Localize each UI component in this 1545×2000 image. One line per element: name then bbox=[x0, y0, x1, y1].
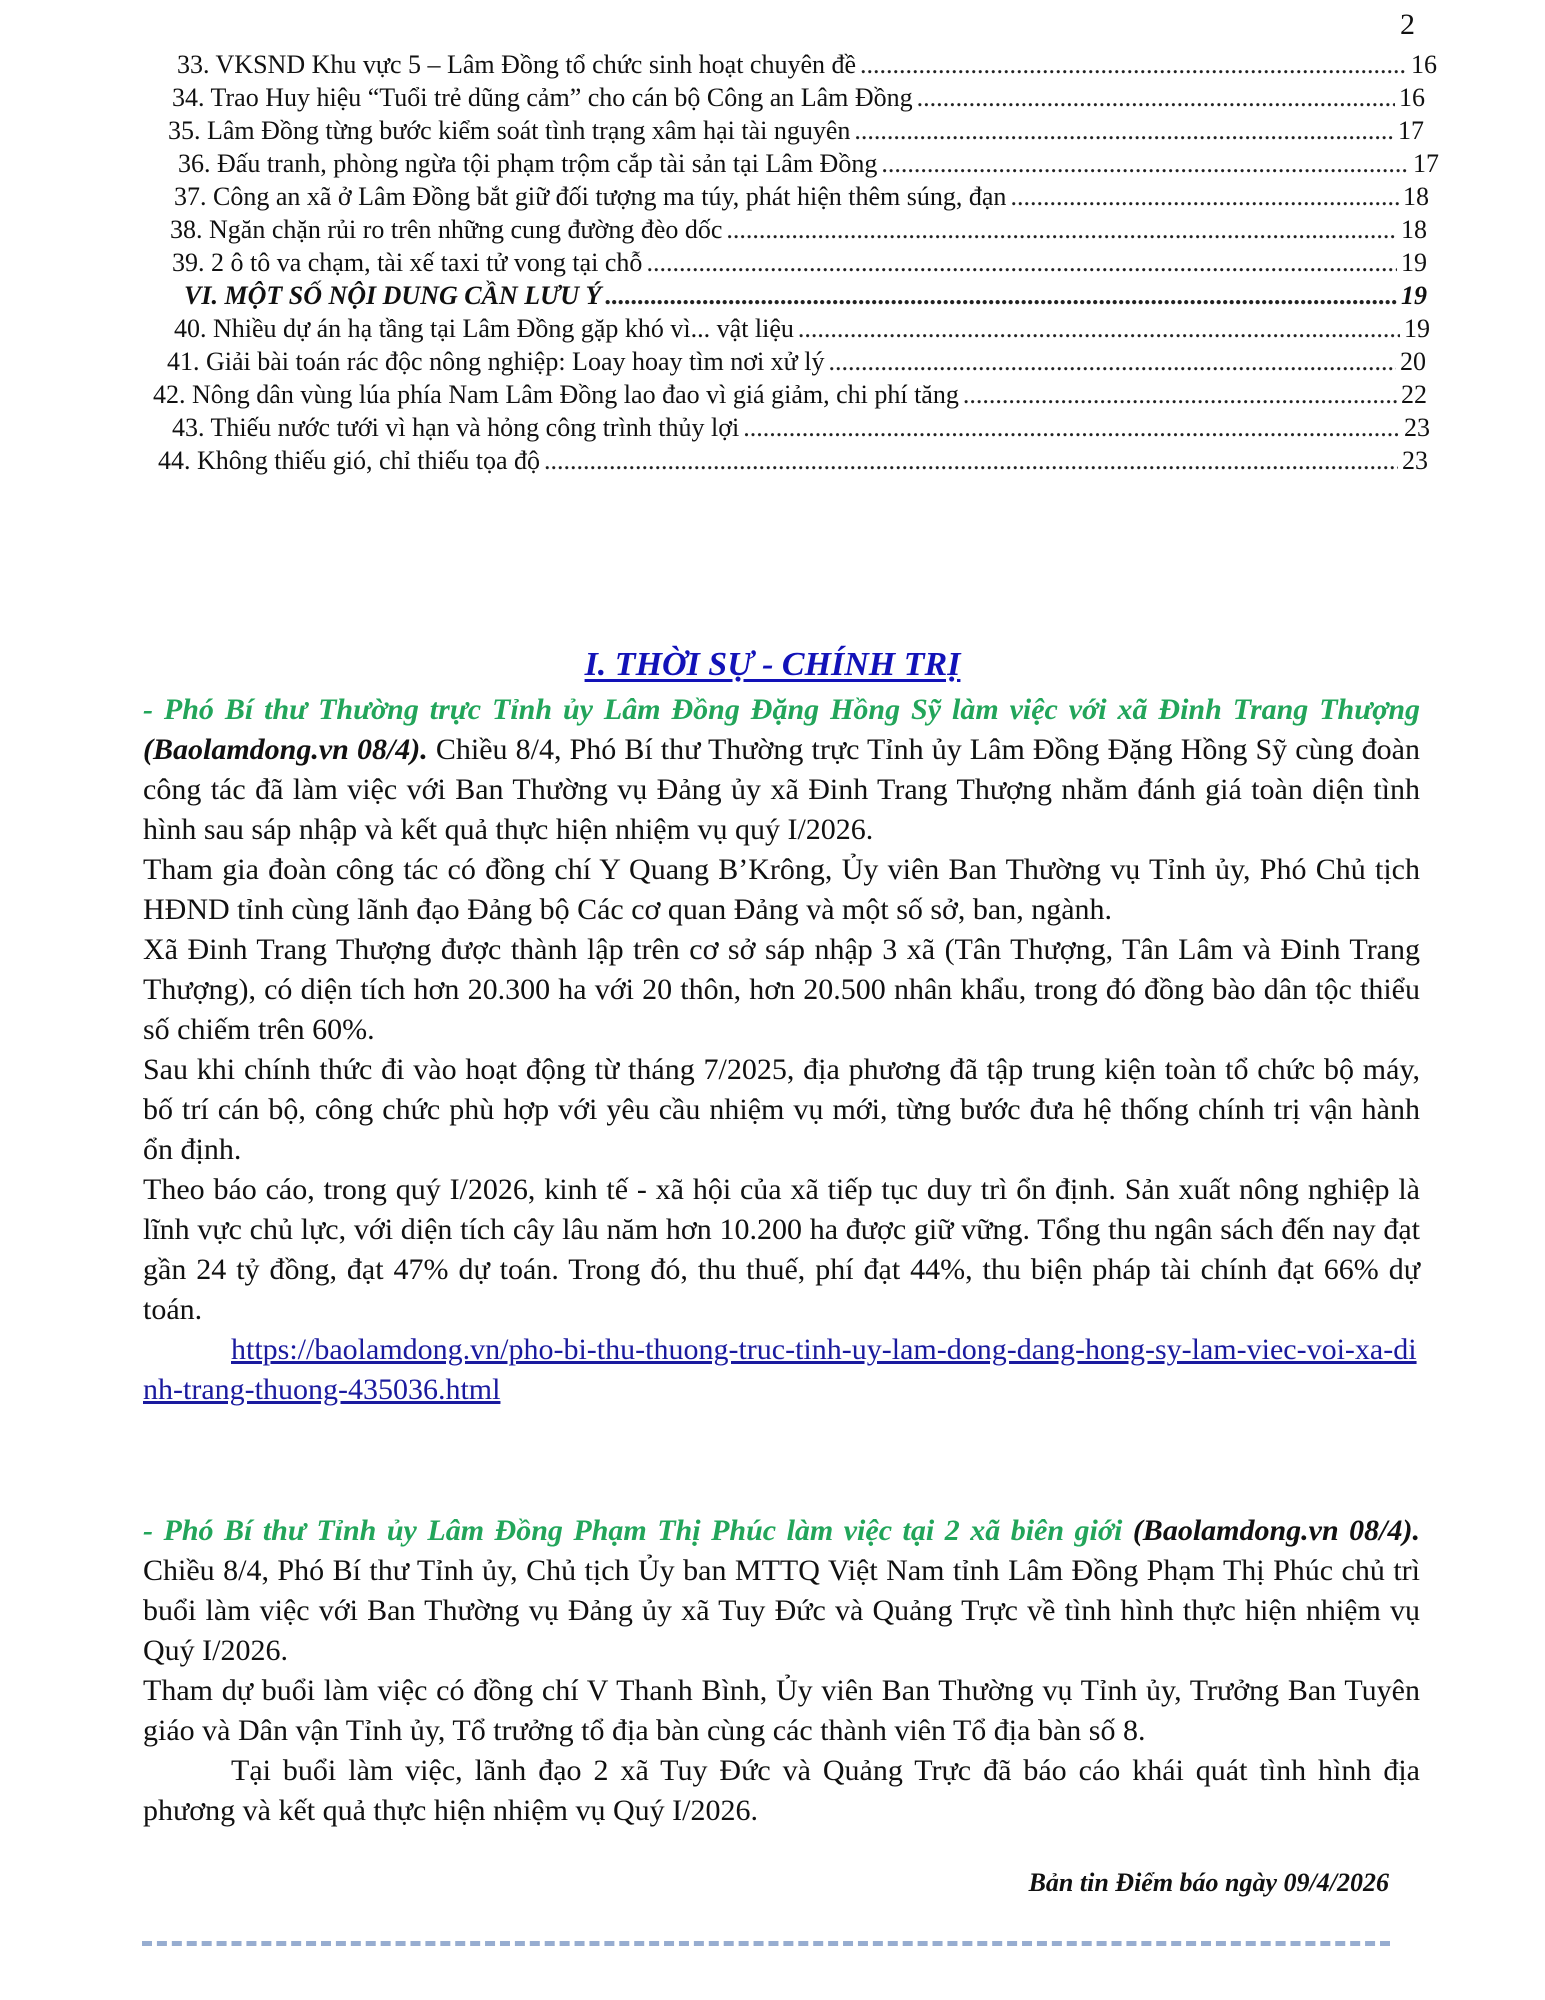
article-paragraph: Theo báo cáo, trong quý I/2026, kinh tế - xã hội của xã tiếp tục duy trì ổn định. Sản xuất nông nghiệp là lĩnh vực chủ lực, với diện tích cây lâu năm hơn 10.200 ha được giữ vững. Tổng thu ngân sách đến nay đạt gần 24 tỷ đồng, đạt 47% dự toán. Trong đó, thu thuế, phí đạt 44%, thu biện pháp tài chính đạt 66% dự toán. bbox=[143, 1173, 1420, 1326]
toc-entry-page: 20 bbox=[1400, 347, 1426, 376]
article-lead-paragraph bbox=[143, 690, 1420, 850]
toc-leader-dots bbox=[743, 411, 1400, 444]
footer-divider bbox=[142, 1941, 1390, 1946]
toc-entry[interactable] bbox=[153, 378, 1427, 411]
toc-entry-page: 19 bbox=[1404, 314, 1430, 343]
toc-entry-label: 40. Nhiều dự án hạ tầng tại Lâm Đồng gặp khó vì... vật liệu bbox=[174, 314, 794, 343]
toc-entry-page: 17 bbox=[1398, 116, 1424, 145]
toc-entry-page: 23 bbox=[1404, 413, 1430, 442]
toc-entry[interactable] bbox=[167, 345, 1426, 378]
toc-entry[interactable] bbox=[172, 81, 1425, 114]
toc-leader-dots bbox=[605, 279, 1397, 312]
toc-leader-dots bbox=[963, 378, 1397, 411]
toc-entry-page: 19 bbox=[1401, 281, 1427, 310]
toc-entry-label: 34. Trao Huy hiệu “Tuổi trẻ dũng cảm” cho cán bộ Công an Lâm Đồng bbox=[172, 83, 913, 112]
toc-entry-label: 41. Giải bài toán rác độc nông nghiệp: Loay hoay tìm nơi xử lý bbox=[167, 347, 825, 376]
article-lead-paragraph bbox=[143, 1511, 1420, 1671]
toc-entry[interactable] bbox=[158, 444, 1428, 477]
toc-entry[interactable] bbox=[172, 411, 1430, 444]
toc-entry-page: 18 bbox=[1403, 182, 1429, 211]
section-heading: I. THỜI SỰ - CHÍNH TRỊ bbox=[584, 646, 961, 683]
toc-entry-label: VI. MỘT SỐ NỘI DUNG CẦN LƯU Ý bbox=[184, 281, 602, 310]
article-paragraph: Tham dự buổi làm việc có đồng chí V Thanh Bình, Ủy viên Ban Thường vụ Tỉnh ủy, Trưởng Ban Tuyên giáo và Dân vận Tỉnh ủy, Tổ trưởng tổ địa bàn cùng các thành viên Tổ địa bàn số 8. bbox=[143, 1674, 1420, 1747]
page-number: 2 bbox=[1400, 8, 1415, 41]
toc-leader-dots bbox=[917, 81, 1395, 114]
article-paragraph: Sau khi chính thức đi vào hoạt động từ tháng 7/2025, địa phương đã tập trung kiện toàn tổ chức bộ máy, bố trí cán bộ, công chức phù hợp với yêu cầu nhiệm vụ mới, từng bước đưa hệ thống chính trị vận hành ổn định. bbox=[143, 1053, 1420, 1166]
toc-entry[interactable] bbox=[168, 114, 1424, 147]
toc-entry-page: 16 bbox=[1399, 83, 1425, 112]
toc-entry-page: 19 bbox=[1401, 248, 1427, 277]
article-source: (Baolamdong.vn 08/4). bbox=[143, 733, 428, 766]
toc-leader-dots bbox=[860, 48, 1407, 81]
bulletin-footer-label: Bản tin Điểm báo ngày 09/4/2026 bbox=[1028, 1868, 1389, 1897]
toc-entry-label: 36. Đấu tranh, phòng ngừa tội phạm trộm cắp tài sản tại Lâm Đồng bbox=[178, 149, 878, 178]
toc-entry[interactable] bbox=[178, 147, 1439, 180]
toc-leader-dots bbox=[881, 147, 1409, 180]
toc-leader-dots bbox=[854, 114, 1394, 147]
article-paragraph: Xã Đinh Trang Thượng được thành lập trên cơ sở sáp nhập 3 xã (Tân Thượng, Tân Lâm và Đinh Trang Thượng), có diện tích hơn 20.300 ha với 20 thôn, hơn 20.500 nhân khẩu, trong đó đồng bào dân tộc thiểu số chiếm trên 60%. bbox=[143, 933, 1420, 1046]
toc-entry-label: 42. Nông dân vùng lúa phía Nam Lâm Đồng lao đao vì giá giảm, chi phí tăng bbox=[153, 380, 959, 409]
toc-leader-dots bbox=[646, 246, 1397, 279]
toc-entry-page: 22 bbox=[1401, 380, 1427, 409]
article-politics-1 bbox=[143, 690, 1420, 1410]
article-link[interactable]: https://baolamdong.vn/pho-bi-thu-thuong-truc-tinh-uy-lam-dong-dang-hong-sy-lam-viec-voi-xa-dinh-trang-thuong-435036.html bbox=[143, 1333, 1417, 1406]
toc-leader-dots bbox=[544, 444, 1398, 477]
toc-entry-label: 44. Không thiếu gió, chỉ thiếu tọa độ bbox=[158, 446, 541, 475]
toc-entry-label: 33. VKSND Khu vực 5 – Lâm Đồng tổ chức sinh hoạt chuyên đề bbox=[177, 50, 857, 79]
toc-leader-dots bbox=[798, 312, 1400, 345]
toc-entry-label: 35. Lâm Đồng từng bước kiểm soát tình trạng xâm hại tài nguyên bbox=[168, 116, 851, 145]
article-link-paragraph bbox=[143, 1330, 1420, 1410]
article-paragraph: Tham gia đoàn công tác có đồng chí Y Quang B’Krông, Ủy viên Ban Thường vụ Tỉnh ủy, Phó Chủ tịch HĐND tỉnh cùng lãnh đạo Đảng bộ Các cơ quan Đảng và một số sở, ban, ngành. bbox=[143, 853, 1420, 926]
toc-entry-page: 23 bbox=[1402, 446, 1428, 475]
toc-entry[interactable] bbox=[172, 246, 1427, 279]
toc-entry-label: 39. 2 ô tô va chạm, tài xế taxi tử vong tại chỗ bbox=[172, 248, 643, 277]
toc-entry-page: 17 bbox=[1413, 149, 1439, 178]
toc-entry-page: 18 bbox=[1401, 215, 1427, 244]
toc-entry[interactable] bbox=[177, 48, 1437, 81]
toc-leader-dots bbox=[828, 345, 1396, 378]
toc-entry-label: 37. Công an xã ở Lâm Đồng bắt giữ đối tượng ma túy, phát hiện thêm súng, đạn bbox=[174, 182, 1007, 211]
toc-section-entry[interactable] bbox=[184, 279, 1427, 312]
toc-entry[interactable] bbox=[170, 213, 1427, 246]
toc-entry-page: 16 bbox=[1411, 50, 1437, 79]
toc-leader-dots bbox=[1010, 180, 1399, 213]
article-lead: Chiều 8/4, Phó Bí thư Thường trực Tỉnh ủy Lâm Đồng Đặng Hồng Sỹ cùng đoàn công tác đã làm việc với Ban Thường vụ Đảng ủy xã Đinh Trang Thượng nhằm đánh giá toàn diện tình hình sau sáp nhập và kết quả thực hiện nhiệm vụ quý I/2026. bbox=[143, 733, 1420, 846]
article-paragraph: Tại buổi làm việc, lãnh đạo 2 xã Tuy Đức và Quảng Trực đã báo cáo khái quát tình hình địa phương và kết quả thực hiện nhiệm vụ Quý I/2026. bbox=[143, 1754, 1420, 1827]
toc-entry-label: 38. Ngăn chặn rủi ro trên những cung đường đèo dốc bbox=[170, 215, 723, 244]
article-title: - Phó Bí thư Thường trực Tỉnh ủy Lâm Đồng Đặng Hồng Sỹ làm việc với xã Đinh Trang Thượng bbox=[143, 693, 1420, 726]
toc-entry-label: 43. Thiếu nước tưới vì hạn và hỏng công trình thủy lợi bbox=[172, 413, 740, 442]
article-politics-2 bbox=[143, 1511, 1420, 1831]
article-source: (Baolamdong.vn 08/4). bbox=[1122, 1514, 1420, 1547]
toc-entry[interactable] bbox=[174, 312, 1430, 345]
toc-leader-dots bbox=[726, 213, 1397, 246]
article-title: - Phó Bí thư Tỉnh ủy Lâm Đồng Phạm Thị Phúc làm việc tại 2 xã biên giới bbox=[143, 1514, 1123, 1547]
toc-entry[interactable] bbox=[174, 180, 1429, 213]
article-lead: Chiều 8/4, Phó Bí thư Tỉnh ủy, Chủ tịch Ủy ban MTTQ Việt Nam tỉnh Lâm Đồng Phạm Thị Phúc chủ trì buổi làm việc với Ban Thường vụ Đảng ủy xã Tuy Đức và Quảng Trực về tình hình thực hiện nhiệm vụ Quý I/2026. bbox=[143, 1554, 1420, 1667]
